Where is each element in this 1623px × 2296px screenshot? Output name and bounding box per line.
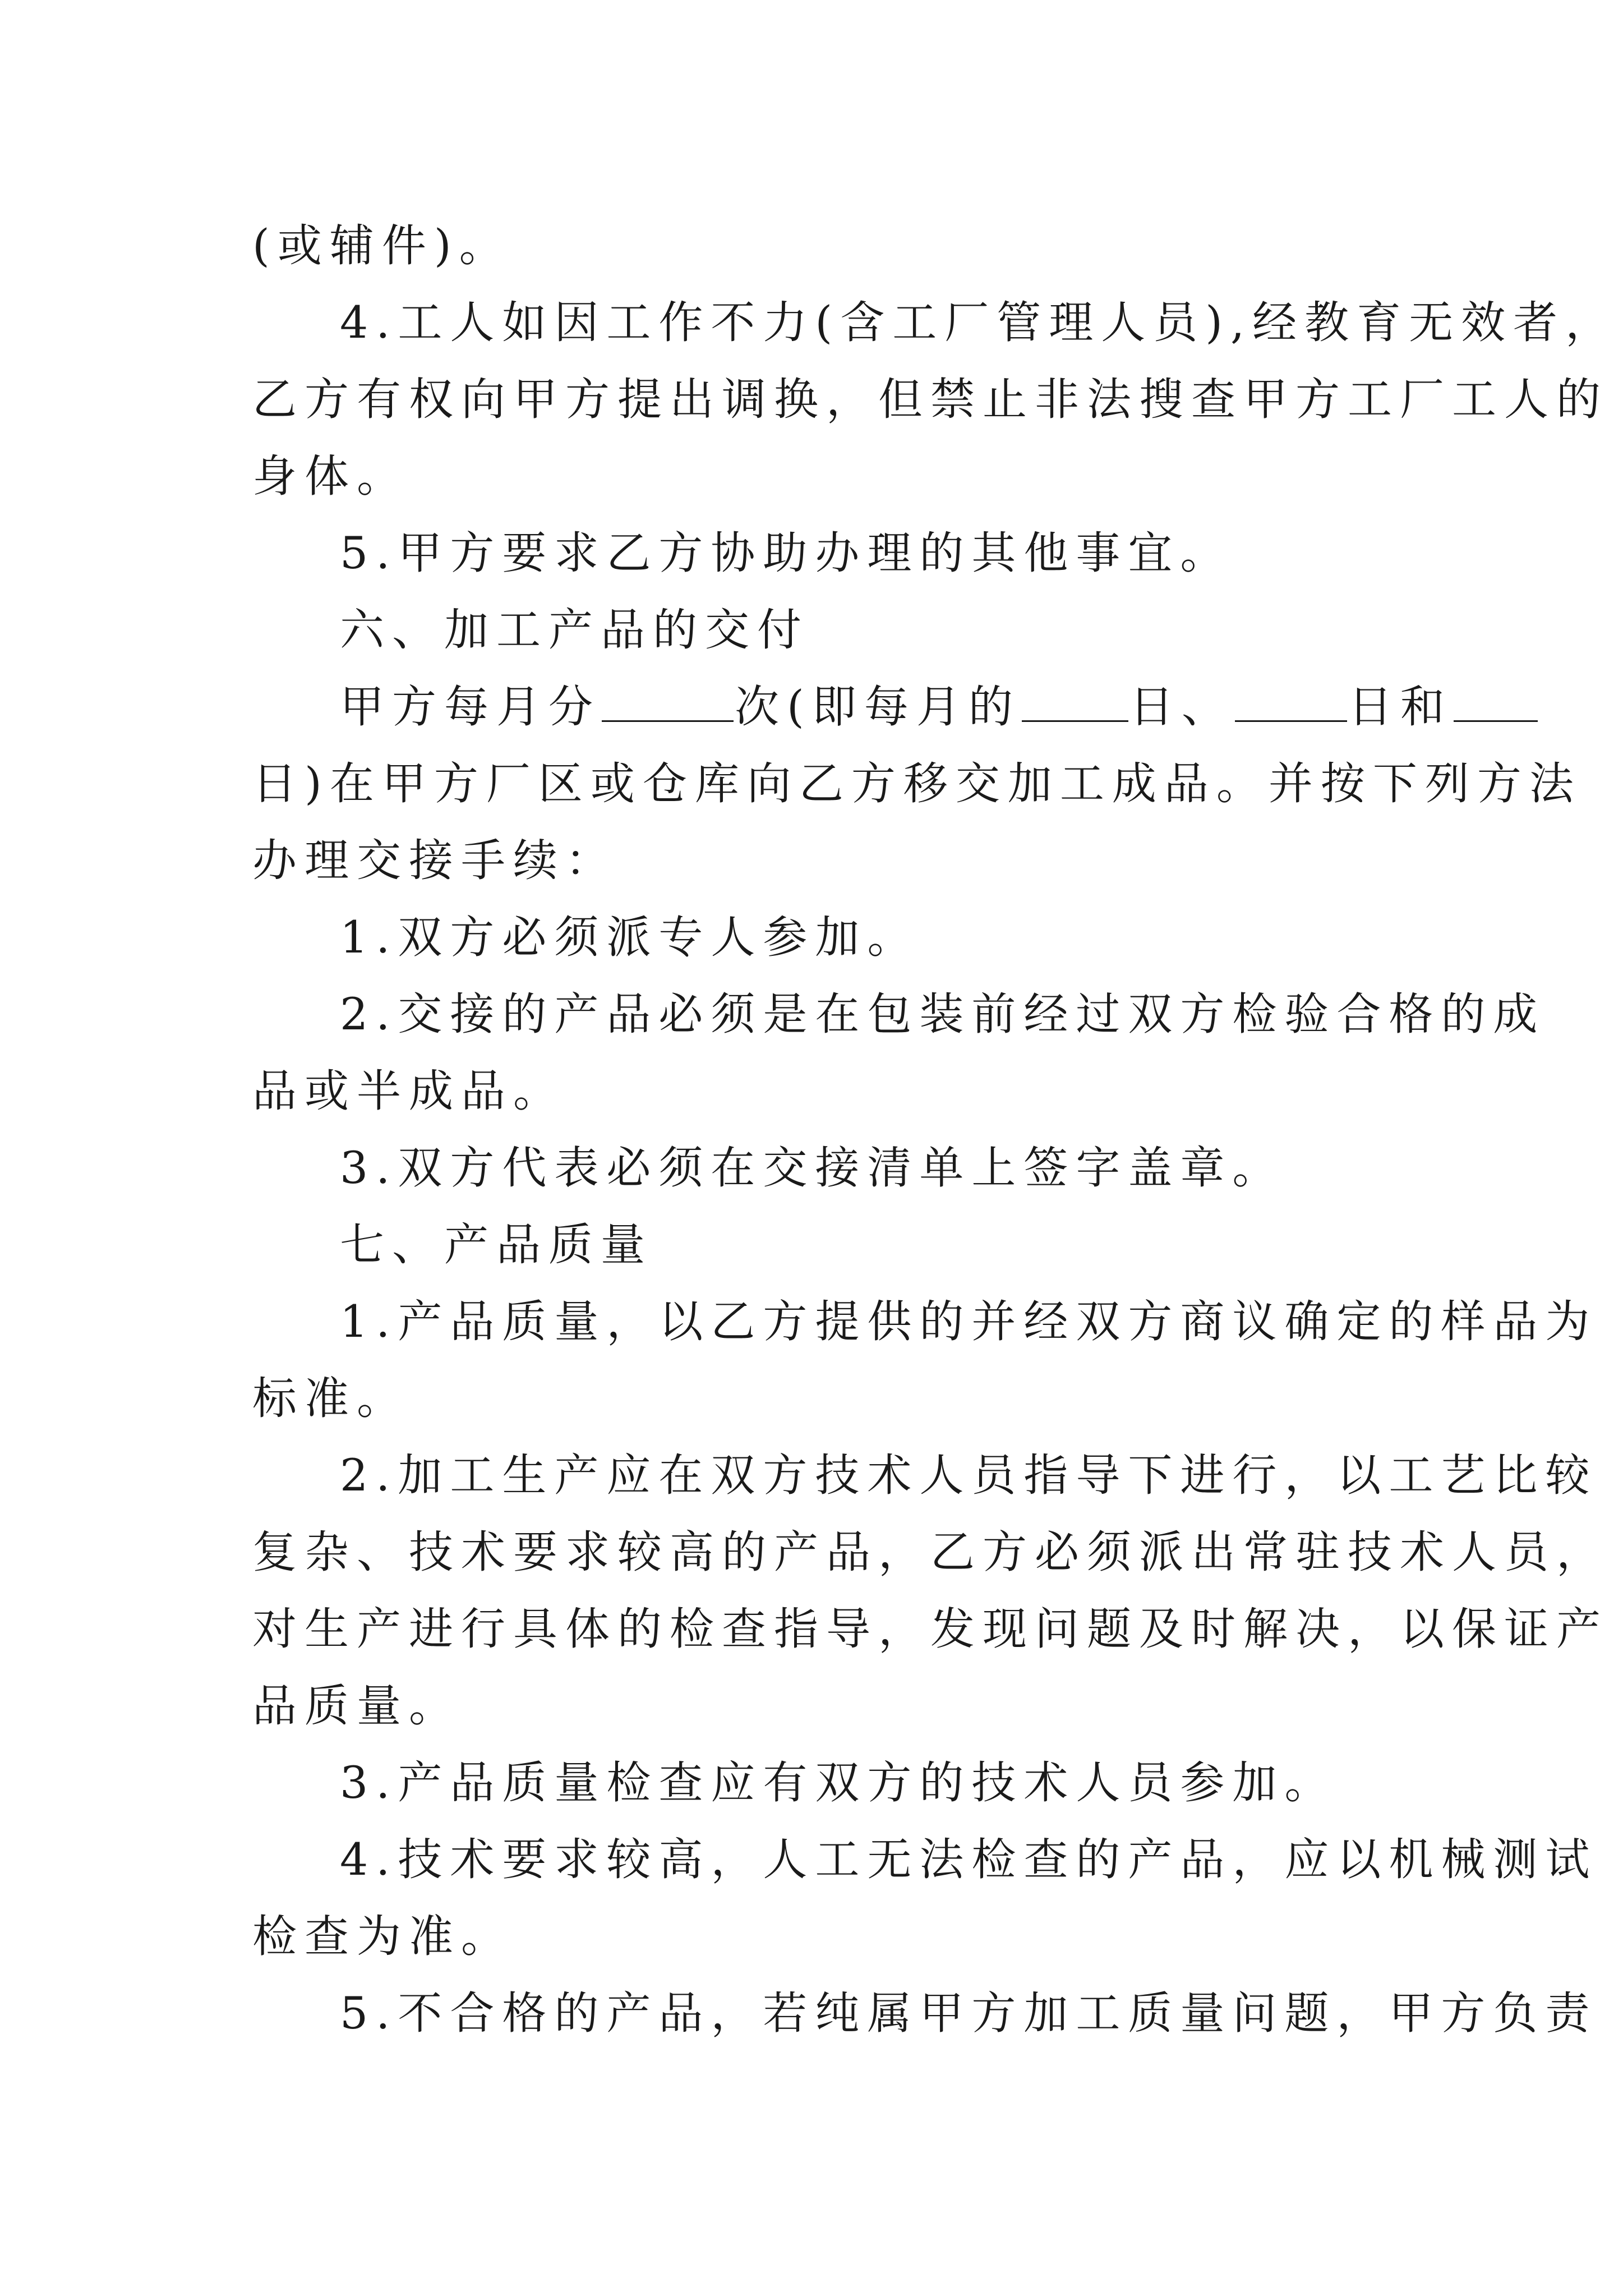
text-segment: 甲方每月分 bbox=[340, 681, 601, 733]
text-line: 办理交接手续： bbox=[252, 835, 617, 886]
document-page bbox=[252, 208, 1618, 2052]
clause-item: 1.产品质量，以乙方提供的并经双方商议确定的样品为 bbox=[340, 1296, 1598, 1347]
clause-item: 3.双方代表必须在交接清单上签字盖章。 bbox=[340, 1142, 1285, 1194]
clause-item: 5.甲方要求乙方协助办理的其他事宜。 bbox=[340, 527, 1233, 579]
text-line: (或辅件)。 bbox=[252, 220, 511, 272]
text-line: 乙方有权向甲方提出调换，但禁止非法搜查甲方工厂工人的 bbox=[252, 374, 1608, 425]
section-heading: 七、产品质量 bbox=[340, 1219, 653, 1271]
fill-in-blank[interactable] bbox=[1454, 680, 1538, 722]
text-line: 品或半成品。 bbox=[252, 1065, 565, 1117]
text-line: 品质量。 bbox=[252, 1680, 461, 1732]
clause-item: 5.不合格的产品，若纯属甲方加工质量问题，甲方负责 bbox=[340, 1987, 1598, 2039]
fill-in-blank[interactable] bbox=[1235, 680, 1347, 722]
text-line: 身体。 bbox=[252, 450, 409, 502]
clause-item: 1.双方必须派专人参加。 bbox=[340, 912, 920, 963]
clause-item: 4.工人如因工作不力(含工厂管理人员),经教育无效者， bbox=[340, 297, 1618, 348]
clause-item: 2.加工生产应在双方技术人员指导下进行，以工艺比较 bbox=[340, 1450, 1598, 1501]
fill-in-blank[interactable] bbox=[602, 680, 734, 722]
text-segment: 日和 bbox=[1348, 681, 1453, 733]
text-line: 日)在甲方厂区或仓库向乙方移交加工成品。并按下列方法 bbox=[252, 758, 1581, 809]
clause-item: 4.技术要求较高，人工无法检查的产品，应以机械测试 bbox=[340, 1834, 1598, 1885]
text-segment: 日、 bbox=[1129, 681, 1234, 733]
text-line: 标准。 bbox=[252, 1373, 409, 1424]
text-line: 对生产进行具体的检查指导，发现问题及时解决，以保证产 bbox=[252, 1603, 1608, 1655]
clause-item: 2.交接的产品必须是在包装前经过双方检验合格的成 bbox=[340, 988, 1546, 1040]
text-line: 复杂、技术要求较高的产品，乙方必须派出常驻技术人员， bbox=[252, 1526, 1608, 1578]
text-segment: 次(即每月的 bbox=[735, 681, 1021, 733]
section-heading: 六、加工产品的交付 bbox=[340, 604, 809, 656]
text-line: 检查为准。 bbox=[252, 1911, 513, 1962]
clause-item: 3.产品质量检查应有双方的技术人员参加。 bbox=[340, 1757, 1337, 1809]
delivery-schedule-line bbox=[252, 669, 1453, 746]
fill-in-blank[interactable] bbox=[1022, 680, 1128, 722]
